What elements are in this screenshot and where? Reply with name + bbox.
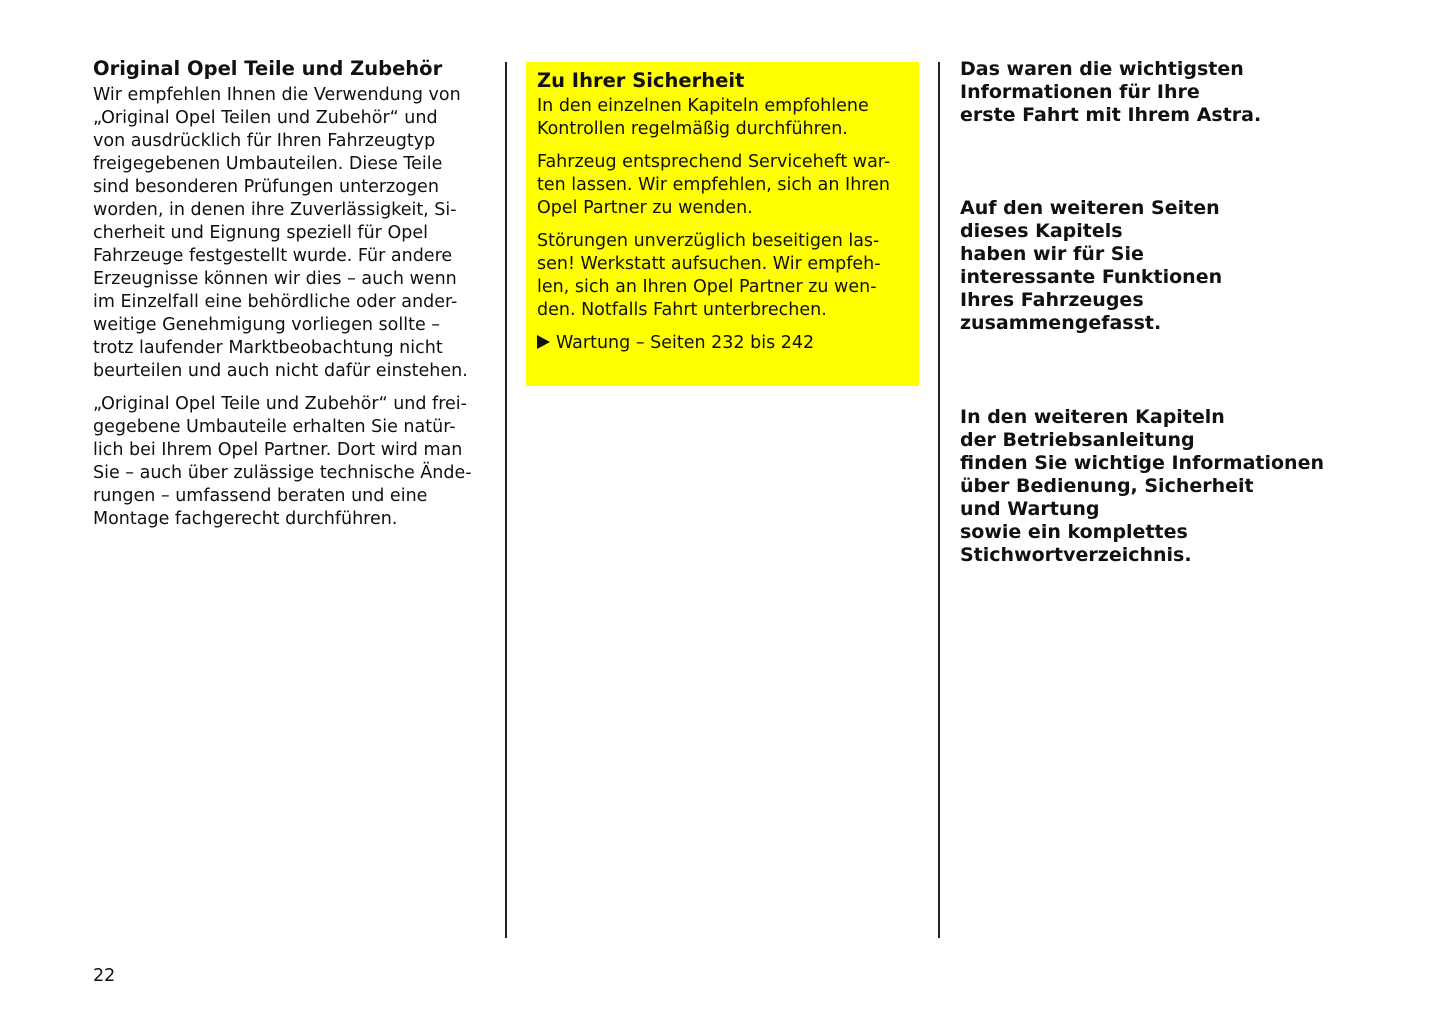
safety-heading: Zu Ihrer Sicherheit [537,69,745,92]
text-line: cherheit und Eignung speziell für Opel [93,223,428,243]
text-line: Fahrzeug entsprechend Serviceheft war- [537,152,891,172]
text-line: den. Notfalls Fahrt unterbrechen. [537,300,827,320]
text-line: In den weiteren Kapiteln [960,406,1225,428]
text-line: len, sich an Ihren Opel Partner zu wen- [537,277,877,297]
column-divider [505,62,507,938]
text-line: im Einzelfall eine behördliche oder ander- [93,292,458,312]
text-line: freigegebenen Umbauteilen. Diese Teile [93,154,443,174]
text-line: sind besonderen Prüfungen unterzogen [93,177,439,197]
text-line: der Betriebsanleitung [960,429,1195,451]
text-line: finden Sie wichtige Informationen [960,452,1324,474]
safety-paragraph [537,230,908,322]
text-line: „Original Opel Teile und Zubehör“ und frei- [93,394,467,414]
text-line: Fahrzeuge festgestellt wurde. Für andere [93,246,453,266]
text-line: Montage fachgerecht durchführen. [93,509,398,529]
text-line: Sie – auch über zulässige technische Ände- [93,463,472,483]
text-line: Ihres Fahrzeuges [960,289,1144,311]
text-line: interessante Funktionen [960,266,1223,288]
section-heading: Original Opel Teile und Zubehör [93,57,443,80]
text-line: „Original Opel Teilen und Zubehör“ und [93,108,438,128]
text-line: Auf den weiteren Seiten [960,197,1220,219]
paragraph-recommendation [93,84,493,383]
summary-block [960,58,1400,127]
text-line: trotz laufender Marktbeobachtung nicht [93,338,443,358]
text-line: Wir empfehlen Ihnen die Verwendung von [93,85,461,105]
summary-block [960,197,1400,335]
column-divider [938,62,940,938]
text-line: rungen – umfassend beraten und eine [93,486,428,506]
page-reference-text: Wartung – Seiten 232 bis 242 [556,333,815,353]
text-line: Das waren die wichtigsten [960,58,1244,80]
text-line: In den einzelnen Kapiteln empfohlene [537,96,869,116]
paragraph-availability [93,393,493,531]
text-line: Opel Partner zu wenden. [537,198,753,218]
text-line: sowie ein komplettes [960,521,1188,543]
text-line: und Wartung [960,498,1100,520]
text-line: über Bedienung, Sicherheit [960,475,1254,497]
text-line: Erzeugnisse können wir dies – auch wenn [93,269,457,289]
text-line: zusammengefasst. [960,312,1162,334]
safety-paragraph [537,151,908,220]
text-line: Informationen für Ihre [960,81,1200,103]
safety-paragraph [537,95,908,141]
triangle-right-icon [537,335,550,349]
text-line: beurteilen und auch nicht dafür einstehen. [93,361,468,381]
page-number: 22 [93,966,116,986]
text-line: worden, in denen ihre Zuverlässigkeit, Si- [93,200,457,220]
text-line: Störungen unverzüglich beseitigen las- [537,231,880,251]
text-line: haben wir für Sie [960,243,1144,265]
page-reference [537,332,908,355]
summary-block [960,406,1400,567]
text-line: weitige Genehmigung vorliegen sollte – [93,315,441,335]
text-line: ten lassen. Wir empfehlen, sich an Ihren [537,175,890,195]
safety-notice-box [526,62,919,386]
left-column [93,56,493,541]
text-line: Stichwortverzeichnis. [960,544,1192,566]
text-line: von ausdrücklich für Ihren Fahrzeugtyp [93,131,436,151]
text-line: gegebene Umbauteile erhalten Sie natür- [93,417,456,437]
text-line: Kontrollen regelmäßig durchführen. [537,119,848,139]
text-line: erste Fahrt mit Ihrem Astra. [960,104,1262,126]
text-line: lich bei Ihrem Opel Partner. Dort wird man [93,440,463,460]
text-line: dieses Kapitels [960,220,1123,242]
text-line: sen! Werkstatt aufsuchen. Wir empfeh- [537,254,881,274]
